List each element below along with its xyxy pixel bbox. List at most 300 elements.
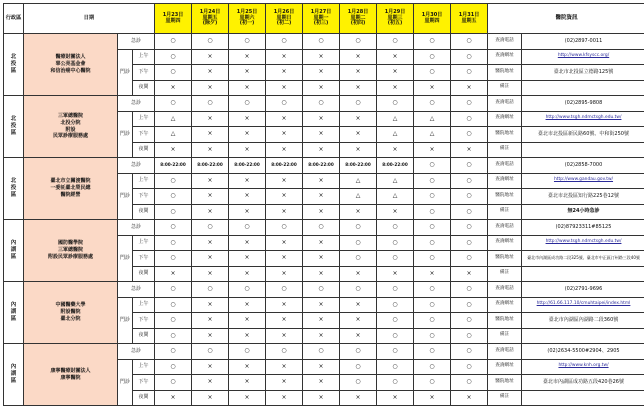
info-label-phone: 查詢電話 — [488, 344, 522, 360]
schedule-cell: ○ — [155, 204, 192, 220]
district-cell — [4, 220, 24, 282]
hospital-name-line: 辜公亮基金會 — [55, 61, 86, 68]
schedule-cell: × — [192, 297, 229, 313]
schedule-cell: × — [229, 390, 266, 406]
schedule-cell: × — [303, 313, 340, 329]
schedule-cell: × — [266, 80, 303, 96]
schedule-cell: × — [192, 142, 229, 158]
schedule-cell: ○ — [451, 173, 488, 189]
schedule-cell: × — [266, 127, 303, 143]
schedule-cell: × — [266, 251, 303, 267]
schedule-cell: ○ — [414, 34, 451, 50]
info-label-address: 醫院地址 — [488, 65, 522, 81]
clinic-label: 門診 — [118, 359, 133, 406]
schedule-cell: × — [266, 142, 303, 158]
schedule-cell: × — [266, 359, 303, 375]
schedule-cell: × — [155, 390, 192, 406]
info-value-website[interactable]: http://61.66.117.10/cmuhtaipei/index.html — [522, 297, 644, 313]
schedule-cell: × — [229, 65, 266, 81]
district-char: 區 — [10, 377, 17, 384]
schedule-cell: × — [229, 297, 266, 313]
schedule-cell: ○ — [155, 328, 192, 344]
schedule-cell: × — [340, 80, 377, 96]
schedule-cell: ○ — [266, 282, 303, 298]
schedule-cell: × — [155, 80, 192, 96]
schedule-cell: ○ — [340, 251, 377, 267]
schedule-cell: ○ — [266, 220, 303, 236]
hospital-name-line: 醫院經營 — [60, 191, 81, 198]
info-label-phone: 查詢電話 — [488, 96, 522, 112]
schedule-cell: ○ — [340, 220, 377, 236]
schedule-cell: × — [266, 235, 303, 251]
schedule-cell: × — [377, 49, 414, 65]
day-header: 1月26日 星期日 (初二) — [266, 4, 303, 34]
slot-label-night: 夜間 — [133, 80, 155, 96]
info-label-remarks: 備註 — [488, 204, 522, 220]
schedule-cell: ○ — [414, 359, 451, 375]
slot-label-morning: 上午 — [133, 111, 155, 127]
schedule-cell: 8:00-22:00 — [303, 158, 340, 174]
schedule-cell: ○ — [340, 359, 377, 375]
slot-label-night: 夜間 — [133, 204, 155, 220]
schedule-cell: △ — [377, 173, 414, 189]
schedule-cell: × — [303, 297, 340, 313]
table-row — [4, 220, 644, 236]
info-label-phone: 查詢電話 — [488, 220, 522, 236]
schedule-cell: ○ — [303, 344, 340, 360]
schedule-cell: × — [266, 173, 303, 189]
schedule-cell: × — [303, 204, 340, 220]
info-label-remarks: 備註 — [488, 266, 522, 282]
info-value-remarks — [522, 142, 644, 158]
schedule-cell: ○ — [451, 96, 488, 112]
schedule-cell: × — [377, 80, 414, 96]
schedule-cell: × — [229, 375, 266, 391]
info-label-website: 查詢網址 — [488, 111, 522, 127]
table-row — [4, 158, 644, 174]
schedule-cell: ○ — [451, 282, 488, 298]
emergency-label: 急診 — [118, 220, 155, 236]
schedule-cell: ○ — [414, 375, 451, 391]
day-header: 1月28日 星期二 (初四) — [340, 4, 377, 34]
clinic-label: 門診 — [118, 49, 133, 96]
schedule-cell: ○ — [155, 282, 192, 298]
info-value-phone: (02)2791-9696 — [522, 282, 644, 298]
hospital-name-line: 醫療財團法人 — [55, 54, 86, 61]
schedule-cell: ○ — [229, 220, 266, 236]
hospital-name-line: 附設醫院 — [60, 309, 81, 316]
schedule-cell: × — [229, 127, 266, 143]
info-value-website[interactable]: http://www.gandau.gov.tw/ — [522, 173, 644, 189]
hospital-name-line: 康寧醫院 — [60, 374, 81, 381]
slot-label-afternoon: 下午 — [133, 127, 155, 143]
schedule-cell: × — [414, 80, 451, 96]
schedule-cell: ○ — [377, 235, 414, 251]
schedule-cell: ○ — [377, 34, 414, 50]
hospital-name-line: 三軍總醫院 — [57, 113, 83, 119]
schedule-cell: ○ — [340, 375, 377, 391]
schedule-cell: × — [414, 390, 451, 406]
info-value-website[interactable]: http://www.tsgh.ndmctsgh.edu.tw/ — [522, 111, 644, 127]
hospital-name-line: 一委託臺北榮民總 — [50, 185, 91, 192]
info-label-website: 查詢網址 — [488, 359, 522, 375]
info-label-phone: 查詢電話 — [488, 34, 522, 50]
hospital-name-line: 和信治癌中心醫院 — [50, 67, 91, 74]
slot-label-morning: 上午 — [133, 297, 155, 313]
schedule-cell: × — [192, 235, 229, 251]
schedule-cell: × — [192, 390, 229, 406]
schedule-cell: ○ — [377, 96, 414, 112]
schedule-cell: ○ — [377, 220, 414, 236]
table-row — [4, 96, 644, 112]
schedule-cell: ○ — [303, 34, 340, 50]
schedule-cell: ○ — [451, 313, 488, 329]
schedule-cell: ○ — [377, 344, 414, 360]
schedule-cell: × — [303, 359, 340, 375]
schedule-cell: × — [266, 49, 303, 65]
district-char: 北 — [10, 178, 17, 185]
schedule-cell: ○ — [155, 375, 192, 391]
slot-label-afternoon: 下午 — [133, 189, 155, 205]
schedule-cell: × — [340, 127, 377, 143]
schedule-body — [4, 34, 644, 406]
hospital-name — [24, 158, 118, 220]
schedule-cell: × — [340, 390, 377, 406]
hospital-name — [24, 282, 118, 344]
schedule-cell: ○ — [414, 251, 451, 267]
slot-label-afternoon: 下午 — [133, 375, 155, 391]
schedule-cell: ○ — [192, 282, 229, 298]
schedule-cell: ○ — [451, 344, 488, 360]
hospital-name-line: 附設 — [65, 126, 76, 133]
schedule-cell: ○ — [155, 313, 192, 329]
slot-label-night: 夜間 — [133, 142, 155, 158]
day-header: 1月24日 星期五 (除夕) — [192, 4, 229, 34]
district-char: 區 — [10, 129, 17, 136]
district-cell — [4, 158, 24, 220]
hospital-name-line: 民眾診療服務處 — [52, 133, 88, 140]
info-value-phone: (02)2897-0011 — [522, 34, 644, 50]
schedule-cell: × — [266, 266, 303, 282]
slot-label-afternoon: 下午 — [133, 313, 155, 329]
schedule-cell: × — [340, 313, 377, 329]
info-value-remarks — [522, 390, 644, 406]
schedule-cell: ○ — [377, 313, 414, 329]
schedule-cell: × — [155, 266, 192, 282]
info-value-phone: (02)87923311#85125 — [522, 220, 644, 236]
schedule-cell: × — [303, 65, 340, 81]
slot-label-night: 夜間 — [133, 266, 155, 282]
schedule-cell: ○ — [451, 158, 488, 174]
schedule-cell: ○ — [451, 49, 488, 65]
schedule-table — [3, 3, 644, 406]
schedule-cell: △ — [155, 111, 192, 127]
schedule-cell: △ — [377, 189, 414, 205]
day-header: 1月30日 星期四 — [414, 4, 451, 34]
schedule-cell: ○ — [155, 65, 192, 81]
schedule-cell: ○ — [266, 96, 303, 112]
schedule-cell: × — [451, 80, 488, 96]
schedule-cell: ○ — [414, 344, 451, 360]
schedule-cell: ○ — [155, 297, 192, 313]
schedule-cell: × — [266, 204, 303, 220]
schedule-cell: ○ — [155, 96, 192, 112]
info-label-remarks: 備註 — [488, 390, 522, 406]
district-char: 湖 — [10, 309, 17, 316]
schedule-cell: × — [377, 266, 414, 282]
schedule-cell: × — [192, 313, 229, 329]
info-value-address: 臺北市北投區立德路125號 — [522, 65, 644, 81]
info-value-website[interactable]: http://www.kfsyscc.org/ — [522, 49, 644, 65]
schedule-cell: ○ — [414, 204, 451, 220]
slot-label-morning: 上午 — [133, 359, 155, 375]
schedule-cell: × — [192, 359, 229, 375]
schedule-cell: × — [229, 49, 266, 65]
schedule-cell: × — [303, 142, 340, 158]
schedule-cell: 8:00-22:00 — [377, 158, 414, 174]
schedule-cell: × — [229, 251, 266, 267]
hospital-name-line: 中國醫藥大學 — [55, 302, 86, 309]
schedule-cell: × — [192, 80, 229, 96]
schedule-cell: × — [229, 111, 266, 127]
district-char: 內 — [10, 364, 17, 371]
schedule-cell: △ — [340, 189, 377, 205]
info-header: 醫院資訊 — [488, 4, 644, 34]
slot-label-morning: 上午 — [133, 235, 155, 251]
schedule-cell: × — [229, 189, 266, 205]
schedule-cell: ○ — [229, 34, 266, 50]
schedule-cell: 8:00-22:00 — [229, 158, 266, 174]
schedule-cell: ○ — [414, 297, 451, 313]
schedule-cell: ○ — [340, 282, 377, 298]
schedule-cell: ○ — [340, 96, 377, 112]
slot-label-afternoon: 下午 — [133, 65, 155, 81]
schedule-cell: × — [229, 204, 266, 220]
info-label-website: 查詢網址 — [488, 235, 522, 251]
schedule-cell: × — [451, 142, 488, 158]
district-char: 湖 — [10, 247, 17, 254]
schedule-cell: ○ — [451, 375, 488, 391]
schedule-cell: × — [229, 235, 266, 251]
schedule-cell: × — [303, 251, 340, 267]
emergency-label: 急診 — [118, 34, 155, 50]
info-value-address: 臺北市內湖區內湖路二段360號 — [522, 313, 644, 329]
info-label-remarks: 備註 — [488, 80, 522, 96]
schedule-cell: × — [229, 173, 266, 189]
schedule-cell: × — [266, 297, 303, 313]
day-header: 1月29日 星期三 (初五) — [377, 4, 414, 34]
schedule-cell: ○ — [155, 344, 192, 360]
clinic-label: 門診 — [118, 297, 133, 344]
hospital-name-line: 三軍總醫院 — [57, 247, 83, 254]
info-label-remarks: 備註 — [488, 142, 522, 158]
header-row — [4, 4, 644, 34]
schedule-cell: × — [414, 266, 451, 282]
info-label-website: 查詢網址 — [488, 49, 522, 65]
district-header: 行政區 — [4, 4, 24, 34]
schedule-cell: ○ — [451, 251, 488, 267]
schedule-cell: × — [303, 266, 340, 282]
schedule-cell: × — [340, 49, 377, 65]
schedule-cell: ○ — [451, 220, 488, 236]
schedule-cell: ○ — [414, 65, 451, 81]
schedule-cell: × — [229, 266, 266, 282]
schedule-cell: ○ — [377, 251, 414, 267]
schedule-cell: × — [192, 204, 229, 220]
info-value-phone: (02)2895-9808 — [522, 96, 644, 112]
schedule-cell: ○ — [155, 235, 192, 251]
schedule-cell: 8:00-22:00 — [340, 158, 377, 174]
schedule-cell: ○ — [414, 313, 451, 329]
schedule-cell: ○ — [229, 96, 266, 112]
schedule-cell: × — [229, 142, 266, 158]
schedule-cell: ○ — [451, 189, 488, 205]
schedule-cell: × — [303, 189, 340, 205]
info-label-address: 醫院地址 — [488, 313, 522, 329]
info-value-phone: (02)2634-5500#2904、2905 — [522, 344, 644, 360]
emergency-label: 急診 — [118, 282, 155, 298]
schedule-cell: × — [266, 375, 303, 391]
table-row — [4, 344, 644, 360]
info-label-address: 醫院地址 — [488, 127, 522, 143]
schedule-cell: × — [340, 266, 377, 282]
schedule-cell: ○ — [377, 375, 414, 391]
schedule-cell: ○ — [155, 359, 192, 375]
schedule-cell: ○ — [192, 96, 229, 112]
schedule-cell: ○ — [155, 49, 192, 65]
schedule-cell: ○ — [303, 282, 340, 298]
info-label-website: 查詢網址 — [488, 297, 522, 313]
schedule-cell: × — [303, 127, 340, 143]
schedule-cell: ○ — [192, 344, 229, 360]
emergency-label: 急診 — [118, 96, 155, 112]
schedule-cell: × — [340, 204, 377, 220]
district-char: 北 — [10, 116, 17, 123]
day-header: 1月27日 星期一 (初三) — [303, 4, 340, 34]
schedule-cell: ○ — [451, 235, 488, 251]
schedule-cell: × — [303, 235, 340, 251]
schedule-cell: ○ — [451, 127, 488, 143]
schedule-cell: △ — [414, 111, 451, 127]
info-label-website: 查詢網址 — [488, 173, 522, 189]
schedule-cell: ○ — [266, 34, 303, 50]
info-value-address: 臺北市北投區知行路225巷12號 — [522, 189, 644, 205]
schedule-cell: × — [192, 266, 229, 282]
schedule-cell: ○ — [377, 282, 414, 298]
schedule-cell: × — [192, 111, 229, 127]
hospital-name — [24, 344, 118, 406]
schedule-cell: ○ — [155, 34, 192, 50]
info-value-website[interactable]: http://www.knh.org.tw/ — [522, 359, 644, 375]
district-char: 投 — [10, 61, 17, 68]
slot-label-night: 夜間 — [133, 390, 155, 406]
day-header: 1月23日 星期四 — [155, 4, 192, 34]
schedule-cell: ○ — [451, 34, 488, 50]
district-char: 投 — [10, 123, 17, 130]
info-value-address: 臺北市內湖區成功路五段420巷26號 — [522, 375, 644, 391]
district-char: 區 — [10, 67, 17, 74]
info-value-remarks: 無24小時急診 — [522, 204, 644, 220]
schedule-cell: × — [340, 297, 377, 313]
schedule-cell: × — [192, 65, 229, 81]
schedule-cell: ○ — [340, 34, 377, 50]
hospital-name-line: 北投分院 — [60, 119, 81, 126]
schedule-cell: × — [266, 111, 303, 127]
district-char: 北 — [10, 54, 17, 61]
schedule-cell: ○ — [414, 235, 451, 251]
schedule-cell: × — [377, 204, 414, 220]
day-header: 1月31日 星期五 — [451, 4, 488, 34]
schedule-cell: ○ — [192, 220, 229, 236]
schedule-cell: × — [192, 49, 229, 65]
schedule-cell: × — [192, 127, 229, 143]
schedule-cell: 8:00-22:00 — [266, 158, 303, 174]
schedule-cell: 8:00-22:00 — [155, 158, 192, 174]
hospital-name-line: 臺北市立關渡醫院 — [50, 178, 91, 185]
emergency-label: 急診 — [118, 158, 155, 174]
schedule-cell: ○ — [155, 189, 192, 205]
schedule-cell: × — [229, 80, 266, 96]
date-header: 日期 — [24, 4, 155, 34]
district-cell — [4, 34, 24, 96]
schedule-cell: × — [340, 111, 377, 127]
schedule-cell: ○ — [340, 235, 377, 251]
emergency-label: 急診 — [118, 344, 155, 360]
slot-label-afternoon: 下午 — [133, 251, 155, 267]
schedule-cell: × — [303, 173, 340, 189]
schedule-cell: ○ — [451, 328, 488, 344]
hospital-name — [24, 96, 118, 158]
schedule-cell: ○ — [303, 96, 340, 112]
schedule-cell: △ — [155, 127, 192, 143]
district-char: 湖 — [10, 371, 17, 378]
schedule-cell: ○ — [414, 220, 451, 236]
info-label-phone: 查詢電話 — [488, 158, 522, 174]
schedule-cell: × — [303, 49, 340, 65]
schedule-cell: ○ — [229, 282, 266, 298]
schedule-cell: ○ — [451, 111, 488, 127]
schedule-cell: 8:00-22:00 — [192, 158, 229, 174]
schedule-cell: ○ — [229, 344, 266, 360]
schedule-cell: × — [303, 111, 340, 127]
schedule-cell: × — [229, 313, 266, 329]
info-value-address: 臺北市內湖區成功路二段325號、臺北市中正區汀州路三段40號 — [522, 251, 644, 267]
info-value-website[interactable]: http://www.tsgh.ndmctsgh.edu.tw/ — [522, 235, 644, 251]
schedule-cell: ○ — [414, 158, 451, 174]
schedule-cell: ○ — [155, 220, 192, 236]
schedule-cell: ○ — [377, 297, 414, 313]
schedule-cell: × — [229, 328, 266, 344]
schedule-cell: ○ — [414, 282, 451, 298]
schedule-cell: × — [303, 328, 340, 344]
info-label-remarks: 備註 — [488, 328, 522, 344]
schedule-cell: ○ — [303, 220, 340, 236]
schedule-cell: △ — [414, 127, 451, 143]
schedule-cell: × — [192, 173, 229, 189]
table-row — [4, 282, 644, 298]
info-value-phone: (02)2858-7000 — [522, 158, 644, 174]
info-label-phone: 查詢電話 — [488, 282, 522, 298]
hospital-name-line: 附設民眾診療服務處 — [47, 253, 93, 260]
info-value-remarks — [522, 80, 644, 96]
schedule-cell: × — [303, 375, 340, 391]
slot-label-morning: 上午 — [133, 173, 155, 189]
schedule-cell: × — [155, 142, 192, 158]
schedule-cell: × — [303, 390, 340, 406]
schedule-cell: × — [451, 390, 488, 406]
info-label-address: 醫院地址 — [488, 251, 522, 267]
hospital-name-line: 國防醫學院 — [57, 240, 83, 247]
